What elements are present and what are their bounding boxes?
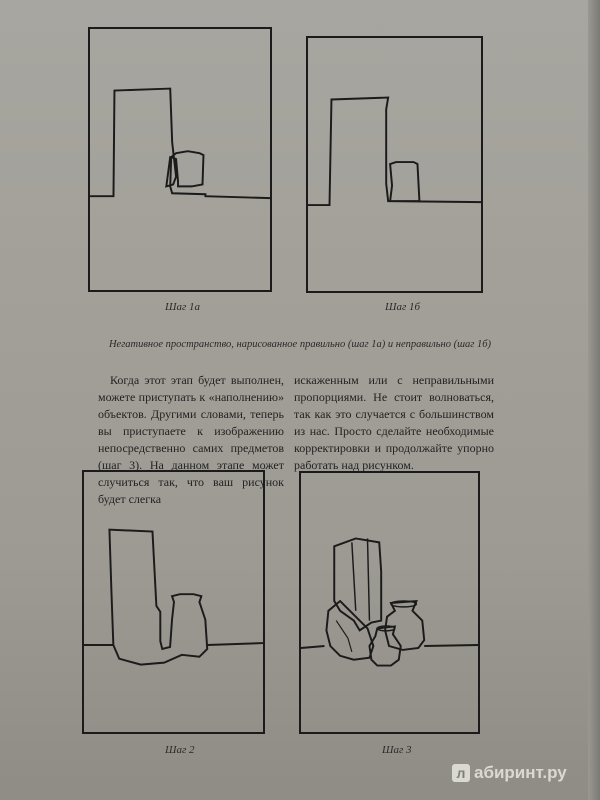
drawing-step-1a bbox=[90, 29, 270, 290]
caption-step-1b: Шаг 1б bbox=[385, 301, 421, 313]
drawing-step-3 bbox=[301, 473, 478, 732]
figure-step-1a bbox=[88, 27, 272, 292]
figure-step-2 bbox=[82, 470, 265, 734]
body-paragraph-right: искаженным или с неправильными пропорциями. Не стоит волноваться, так как это случается с большинством из нас. Просто сделайте необходимые корректировки и продолжайте упорно работать над рисунком. bbox=[294, 373, 494, 472]
figure-step-1b bbox=[306, 36, 483, 293]
figure-step-3 bbox=[299, 471, 480, 734]
caption-step-2: Шаг 2 bbox=[165, 744, 195, 756]
caption-step-3: Шаг 3 bbox=[382, 744, 412, 756]
drawing-step-2 bbox=[84, 472, 263, 732]
watermark-text: абиринт.ру bbox=[474, 763, 567, 782]
figure-caption: Негативное пространство, нарисованное правильно (шаг 1а) и неправильно (шаг 1б) bbox=[108, 339, 492, 350]
drawing-step-1b bbox=[308, 38, 481, 291]
body-paragraph-left: Когда этот этап будет выполнен, можете приступать к «наполнению» объектов. Другими словами, теперь вы приступаете к изображению непосредственно самих предметов (шаг 3). На данном этапе может случиться так, что ваш рисунок будет слегка bbox=[98, 373, 284, 506]
labirint-logo-icon: л bbox=[452, 764, 470, 782]
page-edge bbox=[588, 0, 600, 800]
caption-step-1a: Шаг 1а bbox=[165, 301, 201, 313]
labirint-watermark bbox=[452, 762, 592, 784]
